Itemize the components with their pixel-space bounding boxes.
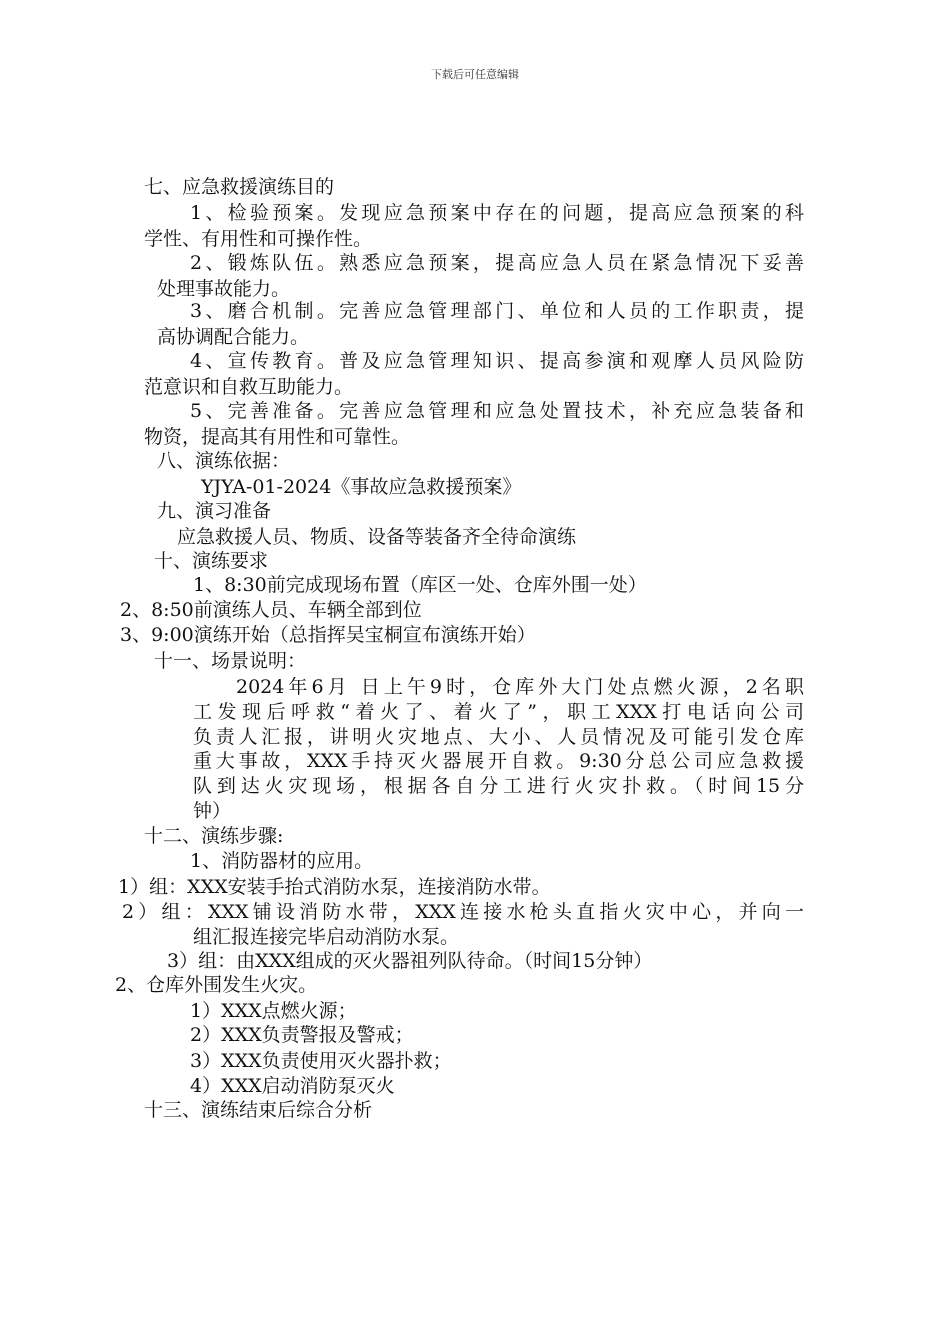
paragraph-line: 重大事故，XXX手持灭火器展开自救。9:30分总公司应急救援 — [193, 750, 804, 772]
paragraph-line: 处理事故能力。 — [157, 278, 291, 300]
paragraph-line: 2、锻炼队伍。熟悉应急预案，提高应急人员在紧急情况下妥善 — [190, 252, 804, 274]
list-item: 2、8:50前演练人员、车辆全部到位 — [120, 599, 422, 621]
paragraph-line: 4、宣传教育。普及应急管理知识、提高参演和观摩人员风险防 — [190, 350, 804, 372]
paragraph-line: 应急救援人员、物质、设备等装备齐全待命演练 — [177, 526, 577, 548]
paragraph-line: 2024年6月 日上午9时，仓库外大门处点燃火源，2名职 — [236, 676, 804, 698]
section-heading: 八、演练依据： — [157, 450, 291, 472]
paragraph-line: 1、检验预案。发现应急预案中存在的问题，提高应急预案的科 — [190, 202, 804, 224]
list-item: 3）组：由XXX组成的灭火器祖列队待命。（时间15分钟） — [167, 950, 653, 972]
list-item: 1、8:30前完成现场布置（库区一处、仓库外围一处） — [193, 574, 647, 596]
list-item: 2、仓库外围发生火灾。 — [115, 974, 318, 996]
paragraph-line: 负责人汇报，讲明火灾地点、大小、人员情况及可能引发仓库 — [193, 726, 804, 748]
section-heading: 九、演习准备 — [157, 500, 272, 522]
list-item: 1）组：XXX安装手抬式消防水泵，连接消防水带。 — [118, 876, 551, 898]
paragraph-line: 学性、有用性和可操作性。 — [144, 228, 373, 250]
paragraph-line: YJYA-01-2024《事故应急救援预案》 — [201, 476, 522, 498]
list-item: 2）XXX负责警报及警戒； — [190, 1024, 414, 1046]
paragraph-line: 队到达火灾现场，根据各自分工进行火灾扑救。（时间15分 — [193, 775, 804, 797]
section-heading: 七、应急救援演练目的 — [144, 176, 335, 198]
list-item: 4）XXX启动消防泵灭火 — [190, 1075, 395, 1097]
section-heading: 十一、场景说明： — [154, 650, 307, 672]
page-header-note: 下载后可任意编辑 — [431, 68, 519, 81]
list-item: 1、消防器材的应用。 — [190, 850, 374, 872]
list-item: 2）组：XXX铺设消防水带，XXX连接水枪头直指火灾中心，并向一 — [122, 901, 804, 923]
list-item: 1）XXX点燃火源； — [190, 1000, 357, 1022]
section-heading: 十二、演练步骤: — [144, 825, 284, 847]
paragraph-line: 3、磨合机制。完善应急管理部门、单位和人员的工作职责，提 — [190, 300, 804, 322]
paragraph-line: 高协调配合能力。 — [157, 326, 310, 348]
section-heading: 十三、演练结束后综合分析 — [144, 1099, 373, 1121]
paragraph-line: 范意识和自救互助能力。 — [144, 376, 354, 398]
paragraph-line: 工发现后呼救“着火了、着火了”，职工XXX打电话向公司 — [193, 701, 804, 723]
paragraph-line: 组汇报连接完毕启动消防水泵。 — [193, 926, 460, 948]
section-heading: 十、演练要求 — [154, 550, 269, 572]
list-item: 3）XXX负责使用灭火器扑救； — [190, 1050, 452, 1072]
list-item: 3、9:00演练开始（总指挥吴宝桐宣布演练开始） — [120, 624, 536, 646]
paragraph-line: 钟） — [193, 800, 232, 822]
paragraph-line: 5、完善准备。完善应急管理和应急处置技术，补充应急装备和 — [190, 400, 804, 422]
paragraph-line: 物资，提高其有用性和可靠性。 — [144, 426, 411, 448]
